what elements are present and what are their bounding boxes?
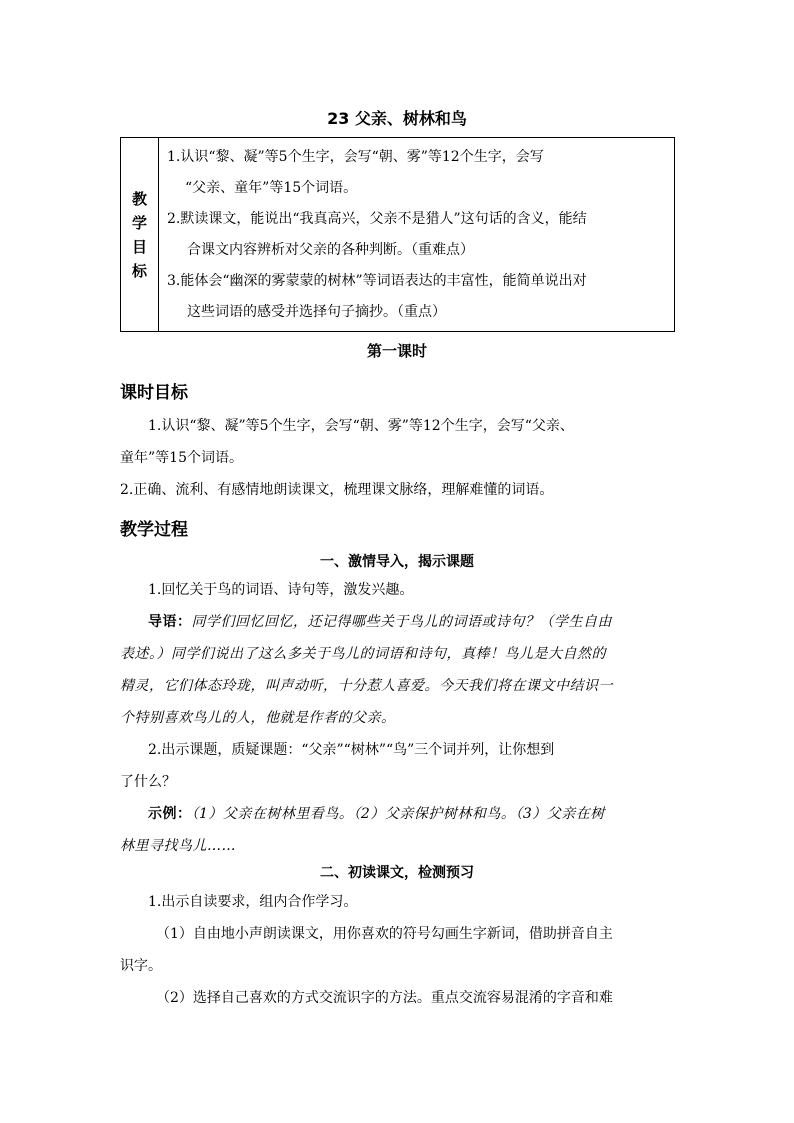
lead-paragraph	[120, 606, 680, 638]
step-text: 1.回忆关于鸟的词语、诗句等，激发兴趣。	[148, 582, 414, 598]
section-title: 一、激情导入，揭示课题	[320, 554, 474, 570]
goal-item-continuation: “父亲、童年”等15个词语。	[185, 180, 358, 196]
goal-item	[167, 204, 666, 266]
label-char: 标	[131, 261, 147, 280]
label-char: 教	[131, 189, 147, 208]
lead-label: 导语：	[148, 614, 192, 630]
process-heading: 教学过程	[120, 520, 188, 540]
goal-item-continuation: 合课文内容辨析对父亲的各种判断。（重难点）	[187, 242, 474, 258]
course-goal-item-continuation: 童年”等15个词语。	[120, 450, 243, 466]
goal-item-text: 2.默读课文，能说出“我真高兴，父亲不是猎人”这句话的含义，能结	[167, 211, 587, 227]
requirement-item: （2）选择自己喜欢的方式交流识字的方法。重点交流容易混淆的字音和难	[156, 990, 613, 1006]
requirement-item: （1）自由地小声朗读课文，用你喜欢的符号勾画生字新词，借助拼音自主	[156, 926, 613, 942]
example-text-line: 林里寻找鸟儿……	[120, 838, 236, 854]
step-text-continuation: 了什么？	[120, 774, 176, 790]
section-title: 二、初读课文，检测预习	[320, 865, 474, 881]
example-text: （1）父亲在树林里看鸟。（2）父亲保护树林和鸟。（3）父亲在树	[191, 806, 605, 822]
lead-text-line: 精灵，它们体态玲珑，叫声动听，十分惹人喜爱。今天我们将在课文中结识一	[120, 678, 613, 694]
course-goal-item: 2.正确、流利、有感情地朗读课文，梳理课文脉络，理解难懂的词语。	[120, 482, 554, 498]
document-title: 23 父亲、树林和鸟	[327, 109, 467, 128]
course-goals-list	[120, 410, 680, 506]
lead-text-line: 表述。）同学们说出了这么多关于鸟儿的词语和诗句，真棒！鸟儿是大自然的	[120, 646, 606, 662]
lesson-title: 第一课时	[366, 342, 427, 360]
teaching-goals-body	[159, 138, 675, 332]
course-goals-heading: 课时目标	[120, 383, 188, 403]
lead-text-line: 个特别喜欢鸟儿的人，他就是作者的父亲。	[120, 710, 396, 726]
goal-item	[167, 142, 666, 204]
teaching-goals-table	[120, 137, 675, 332]
label-char: 学	[131, 213, 147, 232]
goal-item-continuation: 这些词语的感受并选择句子摘抄。（重点）	[187, 304, 446, 320]
lead-text: 同学们回忆回忆，还记得哪些关于鸟儿的词语或诗句？（学生自由	[191, 614, 612, 630]
goal-item-text: 3.能体会“幽深的雾蒙蒙的树林”等词语表达的丰富性，能简单说出对	[167, 273, 587, 289]
section-2-content	[120, 886, 680, 1014]
goal-item	[167, 266, 666, 328]
example-paragraph	[120, 798, 680, 830]
step-text: 2.出示课题，质疑课题：“父亲”“树林”“鸟”三个词并列，让你想到	[148, 742, 555, 758]
course-goal-item: 1.认识“黎、凝”等5个生字，会写“朝、雾”等12个生字，会写“父亲、	[148, 418, 574, 434]
step-text: 1.出示自读要求，组内合作学习。	[148, 894, 358, 910]
example-label: 示例：	[148, 806, 192, 822]
label-char: 目	[131, 237, 147, 256]
teaching-goals-label	[121, 138, 159, 332]
goal-item-text: 1.认识“黎、凝”等5个生字，会写“朝、雾”等12个生字，会写	[167, 149, 544, 165]
section-1-content	[120, 574, 680, 862]
requirement-item-continuation: 识字。	[120, 958, 162, 974]
